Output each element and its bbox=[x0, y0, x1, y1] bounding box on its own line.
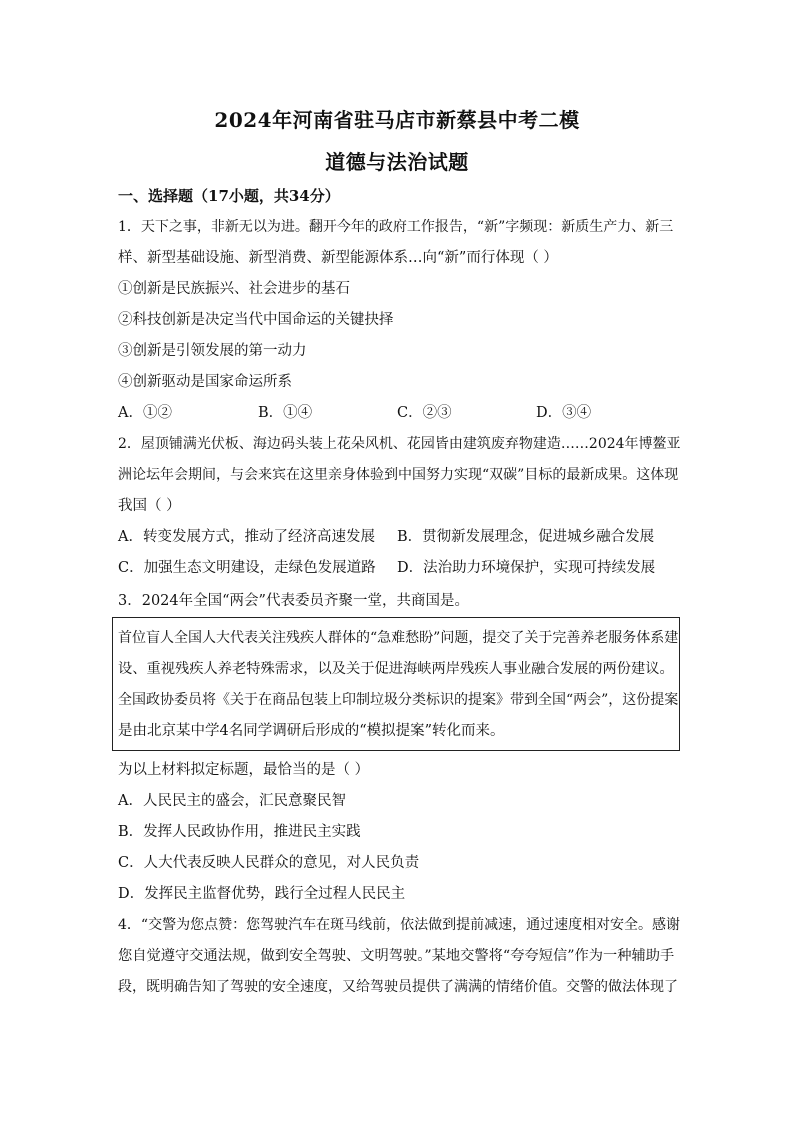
q1-option-c[interactable]: C．②③ bbox=[397, 405, 452, 421]
page-title: 2024年河南省驻马店市新蔡县中考二模 bbox=[214, 108, 580, 132]
q3-option-d[interactable]: D．发挥民主监督优势，践行全过程人民民主 bbox=[118, 886, 406, 902]
q1-statement-4: ④创新驱动是国家命运所系 bbox=[118, 374, 292, 390]
q4-stem-line1: 4．“交警为您点赞：您驾驶汽车在斑马线前，依法做到提前减速，通过速度相对安全。感谢 bbox=[118, 917, 681, 933]
q1-option-b[interactable]: B．①④ bbox=[258, 405, 313, 421]
q2-option-a[interactable]: A．转变发展方式，推动了经济高速发展 bbox=[118, 529, 375, 545]
q3-question: 为以上材料拟定标题，最恰当的是（ ） bbox=[118, 762, 370, 778]
q2-stem-line2: 洲论坛年会期间，与会来宾在这里亲身体验到中国努力实现“双碳”目标的最新成果。这体现 bbox=[118, 467, 679, 483]
q3-material-line4: 是由北京某中学4名同学调研后形成的“模拟提案”转化而来。 bbox=[118, 723, 505, 739]
q1-stem-line1: 1．天下之事，非新无以为进。翻开今年的政府工作报告，“新”字频现：新质生产力、新三 bbox=[118, 219, 674, 235]
q2-stem-line3: 我国（ ） bbox=[118, 498, 181, 514]
q3-material-line2: 设、重视残疾人养老特殊需求，以及关于促进海峡两岸残疾人事业融合发展的两份建议。 bbox=[118, 661, 674, 677]
section-heading: 一、选择题（17小题，共34分） bbox=[118, 187, 340, 205]
q1-statement-1: ①创新是民族振兴、社会进步的基石 bbox=[118, 281, 350, 297]
q1-statement-3: ③创新是引领发展的第一动力 bbox=[118, 343, 307, 359]
q3-stem-line1: 3．2024年全国“两会”代表委员齐聚一堂，共商国是。 bbox=[118, 593, 469, 609]
q2-stem-line1: 2．屋顶铺满光伏板、海边码头装上花朵风机、花园皆由建筑废弃物建造……2024年博鳌亚 bbox=[118, 436, 681, 452]
q4-stem-line2: 您自觉遵守交通法规，做到安全驾驶、文明驾驶。”某地交警将“夸夸短信”作为一种辅助手 bbox=[118, 948, 675, 964]
q4-stem-line3: 段，既明确告知了驾驶的安全速度，又给驾驶员提供了满满的情绪价值。交警的做法体现了 bbox=[118, 979, 678, 995]
q3-option-c[interactable]: C．人大代表反映人民群众的意见，对人民负责 bbox=[118, 855, 420, 871]
q3-material-line3: 全国政协委员将《关于在商品包装上印制垃圾分类标识的提案》带到全国“两会”，这份提案 bbox=[118, 692, 679, 708]
q2-option-c[interactable]: C．加强生态文明建设，走绿色发展道路 bbox=[118, 560, 376, 576]
q2-option-d[interactable]: D．法治助力环境保护，实现可持续发展 bbox=[397, 560, 656, 576]
page-subtitle: 道德与法治试题 bbox=[325, 150, 469, 174]
q1-option-d[interactable]: D．③④ bbox=[536, 405, 592, 421]
q1-statement-2: ②科技创新是决定当代中国命运的关键抉择 bbox=[118, 312, 394, 328]
q1-option-a[interactable]: A．①② bbox=[118, 405, 172, 421]
q1-stem-line2: 样、新型基础设施、新型消费、新型能源体系…向“新”而行体现（ ） bbox=[118, 250, 558, 266]
q3-option-b[interactable]: B．发挥人民政协作用，推进民主实践 bbox=[118, 824, 361, 840]
q2-option-b[interactable]: B．贯彻新发展理念，促进城乡融合发展 bbox=[397, 529, 655, 545]
q3-option-a[interactable]: A．人民民主的盛会，汇民意聚民智 bbox=[118, 793, 346, 809]
q3-material-line1: 首位盲人全国人大代表关注残疾人群体的“急难愁盼”问题，提交了关于完善养老服务体系建 bbox=[118, 630, 679, 646]
